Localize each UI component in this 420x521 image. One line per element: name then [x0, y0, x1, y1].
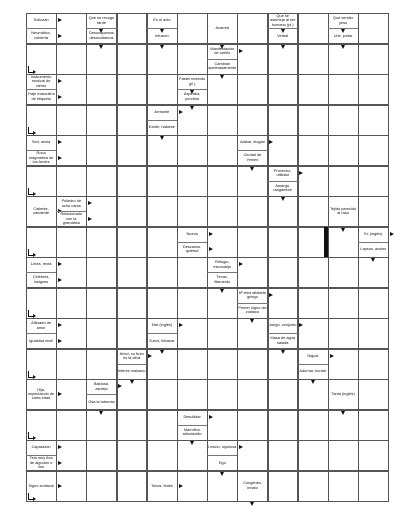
- arrow-right-icon: [88, 217, 92, 221]
- clue-text: Caliente, candente: [33, 205, 50, 216]
- arrow-right-icon: [58, 156, 62, 160]
- clue-text: Acarrea: [215, 25, 230, 31]
- answer-cell[interactable]: [86, 227, 117, 258]
- clue-text: Osa la tuberías: [88, 398, 115, 404]
- answer-cell[interactable]: [358, 471, 389, 502]
- answer-cell[interactable]: [328, 74, 359, 105]
- clue-text: Tejido parecido al raso: [330, 205, 357, 216]
- answer-cell[interactable]: [147, 440, 178, 471]
- arrow-down-icon: [160, 45, 164, 49]
- clue-text: 6ª letra alfabeto griego: [238, 289, 267, 300]
- clue-text: Existir, hallarse: [148, 124, 175, 130]
- arrow-down-icon: [220, 472, 224, 476]
- arrow-down-icon: [281, 45, 285, 49]
- answer-cell[interactable]: [86, 471, 117, 502]
- answer-cell[interactable]: [117, 440, 148, 471]
- answer-cell[interactable]: [86, 74, 117, 105]
- answer-cell[interactable]: [358, 318, 389, 349]
- clue-text: Mamífero artiodáctilo: [182, 426, 202, 437]
- answer-cell[interactable]: [298, 440, 329, 471]
- clue-text: Congénito, innato: [243, 480, 262, 490]
- answer-cell[interactable]: [298, 257, 329, 288]
- clue-text: Que se recoge tarde: [88, 15, 115, 25]
- arrow-right-icon: [299, 323, 303, 327]
- corner-arrow-icon: [28, 127, 33, 134]
- clue-text: Traje masculino de etiqueta: [27, 91, 55, 101]
- clue-text: Nigual: [307, 352, 319, 358]
- arrow-right-icon: [269, 140, 273, 144]
- clue-text: Mar (inglés): [151, 322, 173, 328]
- answer-cell[interactable]: [147, 227, 178, 258]
- arrow-right-icon: [209, 415, 213, 419]
- answer-cell[interactable]: [268, 471, 299, 502]
- answer-cell[interactable]: [358, 13, 389, 44]
- answer-cell[interactable]: [117, 13, 148, 44]
- arrow-right-icon: [239, 49, 243, 53]
- answer-cell[interactable]: [177, 196, 208, 227]
- arrow-right-icon: [209, 247, 213, 251]
- answer-cell[interactable]: [177, 257, 208, 288]
- answer-cell[interactable]: [298, 288, 329, 319]
- clue-text: Primer signo del zodiaco: [238, 304, 267, 315]
- answer-cell[interactable]: [147, 288, 178, 319]
- answer-cell[interactable]: [328, 257, 359, 288]
- clue-text: Arreante: [154, 108, 170, 114]
- answer-cell[interactable]: [117, 410, 148, 441]
- answer-cell[interactable]: [298, 410, 329, 441]
- answer-cell[interactable]: [177, 288, 208, 319]
- clue-text: Ex (inglés): [364, 230, 383, 236]
- answer-cell[interactable]: [328, 105, 359, 136]
- clue-text: Igualdad nivel: [29, 337, 54, 343]
- answer-cell[interactable]: [177, 13, 208, 44]
- answer-cell[interactable]: [117, 257, 148, 288]
- answer-cell[interactable]: [207, 379, 238, 410]
- answer-cell[interactable]: [268, 105, 299, 136]
- answer-cell[interactable]: [207, 166, 238, 197]
- answer-cell[interactable]: [358, 288, 389, 319]
- answer-cell[interactable]: [358, 74, 389, 105]
- arrow-down-icon: [250, 502, 254, 506]
- answer-cell[interactable]: [268, 74, 299, 105]
- clue-text: Lesión, lujuriosa: [208, 444, 237, 450]
- arrow-down-icon: [99, 411, 103, 415]
- clue-text: Sed, ansia: [31, 139, 51, 145]
- arrow-down-icon: [341, 45, 345, 49]
- answer-cell[interactable]: [328, 471, 359, 502]
- clue-text: Unir, juntar: [333, 32, 353, 38]
- arrow-right-icon: [239, 445, 243, 449]
- corner-arrow-icon: [28, 493, 33, 500]
- clue-text: Hija, espectáculo de corta edad: [28, 386, 55, 401]
- answer-cell[interactable]: [86, 166, 117, 197]
- answer-cell[interactable]: [147, 410, 178, 441]
- answer-cell[interactable]: [268, 257, 299, 288]
- arrow-right-icon: [58, 339, 62, 343]
- answer-cell[interactable]: [237, 379, 268, 410]
- answer-cell[interactable]: [177, 135, 208, 166]
- answer-cell[interactable]: [56, 227, 87, 258]
- answer-cell[interactable]: [117, 227, 148, 258]
- arrow-right-icon: [299, 171, 303, 175]
- arrow-right-icon: [118, 384, 122, 388]
- answer-cell[interactable]: [86, 349, 117, 380]
- answer-cell[interactable]: [237, 227, 268, 258]
- arrow-down-icon: [220, 75, 224, 79]
- clue-text: Aspiraba, percibía: [183, 91, 201, 101]
- answer-cell[interactable]: [207, 349, 238, 380]
- answer-cell[interactable]: [268, 379, 299, 410]
- arrow-down-icon: [341, 411, 345, 415]
- answer-cell[interactable]: [117, 44, 148, 75]
- clue-text: Árbol, su fruto es la oliva: [119, 350, 144, 361]
- answer-cell[interactable]: [147, 379, 178, 410]
- arrow-right-icon: [179, 110, 183, 114]
- arrow-down-icon: [130, 380, 134, 384]
- clue-text: Tonos, tintes: [150, 482, 173, 488]
- arrow-down-icon: [220, 289, 224, 293]
- answer-cell[interactable]: [56, 166, 87, 197]
- arrow-right-icon: [58, 79, 62, 83]
- answer-cell[interactable]: [298, 196, 329, 227]
- corner-arrow-icon: [28, 432, 33, 439]
- answer-cell[interactable]: [298, 74, 329, 105]
- answer-cell[interactable]: [358, 349, 389, 380]
- answer-cell[interactable]: [117, 166, 148, 197]
- arrow-right-icon: [58, 461, 62, 465]
- arrow-down-icon: [99, 45, 103, 49]
- answer-cell[interactable]: [56, 44, 87, 75]
- clue-text: Neumático, cubierta: [31, 30, 51, 40]
- arrow-down-icon: [281, 197, 285, 201]
- clue-text: En el acto: [153, 17, 171, 23]
- arrow-right-icon: [58, 18, 62, 22]
- answer-cell[interactable]: [177, 379, 208, 410]
- arrow-right-icon: [58, 278, 62, 282]
- answer-cell[interactable]: [86, 318, 117, 349]
- answer-cell[interactable]: [358, 410, 389, 441]
- clue-text: Tenaz, filamento: [214, 274, 231, 284]
- clue-text: Célebres, insignes: [32, 274, 50, 284]
- corner-arrow-icon: [28, 310, 33, 317]
- arrow-down-icon: [311, 380, 315, 384]
- clue-text: Zurcir, hilvanar: [149, 337, 175, 343]
- answer-cell[interactable]: [328, 166, 359, 197]
- answer-cell[interactable]: [298, 471, 329, 502]
- clue-text: Relacionado con la gramática: [60, 211, 83, 226]
- answer-cell[interactable]: [237, 196, 268, 227]
- answer-cell[interactable]: [298, 105, 329, 136]
- clue-text: Manifestación de cariño: [210, 45, 235, 56]
- clue-text: Caparazón: [31, 444, 51, 450]
- clue-text: Signo zodiacal: [28, 482, 54, 488]
- answer-cell[interactable]: [117, 74, 148, 105]
- answer-cell[interactable]: [147, 257, 178, 288]
- answer-cell[interactable]: [117, 196, 148, 227]
- clue-text: Línea, recta: [30, 261, 52, 267]
- clue-text: Que vender yeso: [332, 15, 354, 25]
- answer-cell[interactable]: [177, 44, 208, 75]
- answer-cell[interactable]: [56, 105, 87, 136]
- answer-cell[interactable]: [298, 13, 329, 44]
- clue-text: Roca magmática de los Andes: [28, 150, 54, 165]
- answer-cell[interactable]: [268, 227, 299, 258]
- arrow-right-icon: [58, 323, 62, 327]
- clue-text: Refugio, escondrijo: [213, 259, 232, 269]
- answer-cell[interactable]: [358, 166, 389, 197]
- clue-text: Ciudad de Yemen: [243, 152, 262, 162]
- corner-arrow-icon: [28, 371, 33, 378]
- arrow-right-icon: [58, 484, 62, 488]
- answer-cell[interactable]: [177, 166, 208, 197]
- clue-text: Nueva: [186, 230, 198, 236]
- arrow-right-icon: [58, 140, 62, 144]
- arrow-right-icon: [179, 323, 183, 327]
- clue-text: Que se asemeja al ser humano (pl.): [270, 13, 296, 27]
- answer-cell[interactable]: [237, 74, 268, 105]
- black-cell: [324, 227, 328, 258]
- arrow-down-icon: [160, 350, 164, 354]
- answer-cell[interactable]: [358, 44, 389, 75]
- answer-cell[interactable]: [298, 44, 329, 75]
- answer-cell[interactable]: [207, 105, 238, 136]
- clue-text: Pastel redondo (pl.): [179, 76, 206, 86]
- arrow-right-icon: [330, 354, 334, 358]
- answer-cell[interactable]: [268, 440, 299, 471]
- answer-cell[interactable]: [237, 105, 268, 136]
- answer-cell[interactable]: [117, 288, 148, 319]
- answer-cell[interactable]: [328, 318, 359, 349]
- arrow-right-icon: [239, 262, 243, 266]
- arrow-down-icon: [371, 258, 375, 262]
- answer-cell[interactable]: [237, 13, 268, 44]
- clue-text: Provecho, utilidad: [273, 167, 292, 178]
- arrow-right-icon: [58, 392, 62, 396]
- clue-text: Desoficiar: [183, 413, 201, 419]
- answer-cell[interactable]: [147, 74, 178, 105]
- answer-cell[interactable]: [358, 196, 389, 227]
- answer-cell[interactable]: [207, 318, 238, 349]
- clue-text: Desocupamos desocultamos: [89, 30, 114, 40]
- arrow-down-icon: [160, 136, 164, 140]
- answer-cell[interactable]: [328, 135, 359, 166]
- clue-text: Tela muy fina de algodón o lino: [29, 455, 53, 470]
- answer-cell[interactable]: [268, 410, 299, 441]
- answer-cell[interactable]: [358, 440, 389, 471]
- arrow-right-icon: [209, 232, 213, 236]
- arrow-right-icon: [58, 445, 62, 449]
- answer-cell[interactable]: [117, 471, 148, 502]
- answer-cell[interactable]: [117, 318, 148, 349]
- arrow-right-icon: [58, 95, 62, 99]
- clue-text: Ego: [218, 459, 226, 465]
- arrow-right-icon: [88, 201, 92, 205]
- answer-cell[interactable]: [177, 349, 208, 380]
- clue-text: Masa de agua salada: [270, 335, 296, 345]
- answer-cell[interactable]: [56, 349, 87, 380]
- answer-cell[interactable]: [86, 257, 117, 288]
- arrow-down-icon: [250, 319, 254, 323]
- arrow-right-icon: [269, 293, 273, 297]
- clue-text: Sollozan: [33, 17, 49, 23]
- answer-cell[interactable]: [298, 135, 329, 166]
- answer-cell[interactable]: [328, 288, 359, 319]
- clue-text: Alterado de amor: [31, 320, 52, 330]
- clue-text: Poliedro de ocho caras: [61, 198, 82, 208]
- clue-text: Adornar, bordar: [299, 368, 327, 374]
- answer-cell[interactable]: [237, 349, 268, 380]
- corner-arrow-icon: [28, 188, 33, 195]
- arrow-down-icon: [341, 228, 345, 232]
- answer-cell[interactable]: [147, 196, 178, 227]
- answer-cell[interactable]: [358, 135, 389, 166]
- answer-cell[interactable]: [86, 135, 117, 166]
- clue-text: Juego, conjunto: [268, 322, 297, 328]
- clue-text: Tanta (inglés): [331, 391, 355, 397]
- clue-text: Interés malsano: [117, 368, 146, 374]
- answer-cell[interactable]: [358, 379, 389, 410]
- answer-cell[interactable]: [117, 105, 148, 136]
- answer-cell[interactable]: [147, 166, 178, 197]
- clue-text: Descanso, quietud: [182, 243, 202, 254]
- corner-arrow-icon: [28, 66, 33, 73]
- clue-text: Amargo, rasgambre: [273, 182, 292, 193]
- clue-text: Caminan aceleradamente: [208, 60, 237, 71]
- answer-cell[interactable]: [56, 288, 87, 319]
- arrow-down-icon: [190, 106, 194, 110]
- answer-cell[interactable]: [358, 105, 389, 136]
- arrow-right-icon: [179, 484, 183, 488]
- answer-cell[interactable]: [207, 135, 238, 166]
- answer-cell[interactable]: [117, 135, 148, 166]
- answer-cell[interactable]: [328, 440, 359, 471]
- answer-cell[interactable]: [207, 196, 238, 227]
- arrow-right-icon: [148, 354, 152, 358]
- answer-cell[interactable]: [86, 288, 117, 319]
- answer-cell[interactable]: [86, 440, 117, 471]
- clue-text: Verbal: [277, 32, 289, 38]
- clue-text: Lapsos, azules: [360, 246, 387, 252]
- answer-cell[interactable]: [86, 105, 117, 136]
- clue-text: Alabar, elogiar: [240, 139, 265, 145]
- arrow-right-icon: [58, 34, 62, 38]
- arrow-right-icon: [58, 262, 62, 266]
- clue-text: Baldosa, azulejo: [93, 381, 110, 391]
- arrow-right-icon: [390, 232, 394, 236]
- arrow-down-icon: [281, 350, 285, 354]
- arrow-down-icon: [250, 167, 254, 171]
- clue-text: Infusión: [155, 32, 169, 38]
- corner-arrow-icon: [28, 249, 33, 256]
- clue-text: Instrumento musical de viento: [30, 74, 52, 88]
- answer-cell[interactable]: [56, 410, 87, 441]
- arrow-down-icon: [190, 441, 194, 445]
- answer-cell[interactable]: [237, 410, 268, 441]
